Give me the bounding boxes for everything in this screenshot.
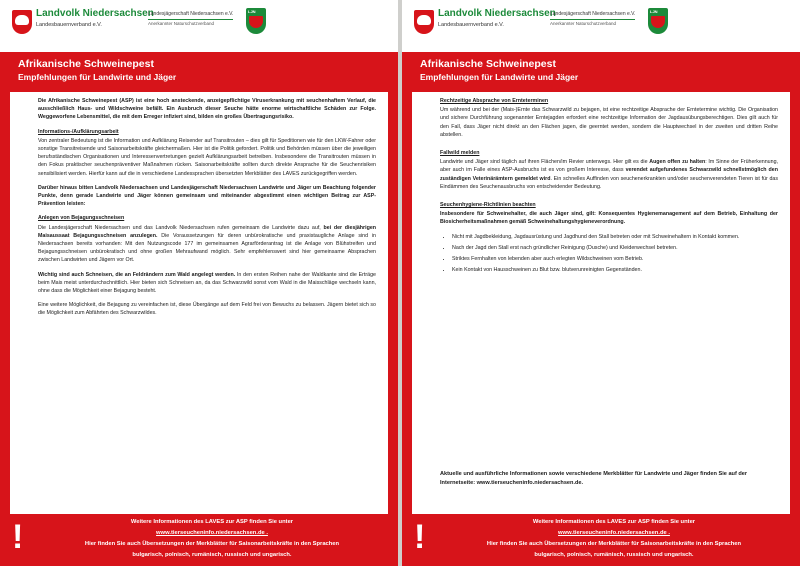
shield-icon xyxy=(651,16,665,28)
header xyxy=(0,0,398,52)
org2-subtitle: Anerkannter Naturschutzverband xyxy=(550,21,617,26)
info-footer xyxy=(0,514,398,566)
paragraph: Wichtig sind auch Schneisen, die an Feldrändern zum Wald angelegt werden. In den ersten Reihen nahe der Waldkante sind die Erträge beim Mais meist unterdurchschnittlich. Hier bieten sich Schneisen an, da das Schwarzwild sonst vom Wald in die Maisschläge wechseln kann, ohne dass die Möglichkeit einer Bejagung besteht. xyxy=(38,271,376,295)
doc-title: Afrikanische Schweinepest xyxy=(420,58,556,70)
footer-line: bulgarisch, polnisch, rumänisch, russisch und ungarisch. xyxy=(534,552,694,558)
intro-paragraph: Die Afrikanische Schweinepest (ASP) ist eine hoch ansteckende, anzeigepflichtige Viruserkrankung mit seuchenhaftem Verlauf, die ausschließlich Haus- und Wildschweine befällt. Ein Ausbruch dieser Seuche hätte enorme wirtschaftliche Schäden zur Folge. Weggeworfene Lebensmittel, die mit dem Erreger infiziert sind, bilden ein großes Übertragungsrisiko. xyxy=(38,98,376,121)
landvolk-logo xyxy=(12,10,32,34)
list-item: • Nicht mit Jagdbekleidung, Jagdausrüstung und Jagdhund den Stall betreten oder mit Schweinehaltern in Kontakt kommen. xyxy=(452,233,778,241)
section-text: Insbesondere für Schweinehalter, die auch Jäger sind, gilt: Konsequentes Hygienemanagement auf dem Betrieb, Einhaltung der Biosicherheitsmaßnahmen gemäß Schweinehaltungshygieneverordnung. xyxy=(440,211,778,226)
section-text: Die Landesjägerschaft Niedersachsen und das Landvolk Niedersachsen rufen gemeinsam die Landwirte dazu auf, bei der diesjährigen Maisaussaat Bejagungsschneisen anzulegen. Die Voraussetzungen für deren unbürokratische und praxistaugliche Anlage sind in Niedersachsen bereits vorhanden: Mit den Nutzungscode 177 im gemeinsamen Agrarförderantrag ist die Anlage von Blühstreifen und Bejagungsschneisen unbürokratisch und ohne großen Mehraufwand möglich. Sehr empfehlenswert sind hier gemeinsame Absprachen zwischen Landwirten und Jägern vor Ort. xyxy=(38,224,376,264)
section-text: Landwirte und Jäger sind täglich auf ihren Flächen/im Revier unterwegs. Hier gilt es die Augen offen zu halten: Im Sinne der Früherkennung, aber auch im Falle eines ASP-Ausbruchs ist es von großem Interesse, dass verendet aufgefundenes Schwarzwild schnellstmöglich den zuständigen Veterinärämtern gemeldet wird. Ein schnelles Auffinden von seuchenerkrankten und/oder seuchenverendeten Tieren ist für das Eindämmen des Seuchenausbruchs von entscheidender Bedeutung. xyxy=(440,159,779,190)
org1-name: Landvolk Niedersachsen xyxy=(36,8,154,19)
footer-line: Weitere Informationen des LAVES zur ASP finden Sie unter xyxy=(130,519,294,525)
list-item: • Nach der Jagd den Stall erst nach gründlicher Reinigung (Dusche) und Kleiderwechsel betreten. xyxy=(452,244,778,252)
shield-icon xyxy=(249,16,263,28)
footer-line: Weitere Informationen des LAVES zur ASP finden Sie unter xyxy=(532,519,696,525)
info-footer xyxy=(402,514,800,566)
footer-line: Hier finden Sie auch Übersetzungen der Merkblätter für Saisonarbeitskräfte in den Sprachen xyxy=(486,541,742,547)
title-band xyxy=(402,52,800,92)
footer-link[interactable]: www.tierseucheninfo.niedersachsen.de . xyxy=(156,530,268,536)
left-page xyxy=(0,0,398,566)
section-heading: Rechtzeitige Absprache von Ernteterminen xyxy=(440,98,549,104)
footer-link[interactable]: www.tierseucheninfo.niedersachsen.de . xyxy=(558,530,670,536)
header xyxy=(402,0,800,52)
list-item: • Kein Kontakt von Hausschweinen zu Blut bzw. blutverunreinigten Gegenständen. xyxy=(452,266,778,274)
section-text: Von zentraler Bedeutung ist die Information und Aufklärung Reisender auf Transitrouten – dies gilt für Speditionen wie für den LKW-Fahrer oder sonstige Transitreisende und Saisonarbeitskräfte gleichermaßen. Hier ist die Politik gefordert. Politik und Behörden müssen über die jeweiligen berufsständischen Organisationen und Interessenvertretungen gezielt Aufklärungsarbeit betreiben. Insbesondere die Transitrouten müssen in den Fokus praktischer seuchenpräventiver Maßnahmen rücken. Saisonarbeitskräfte sollten durch direkte Ansprache für die Seuchenrisiken sensibilisiert werden. Hierfür kann auf die in verschiedene Landessprachen übersetzten Merkblätter des LAVES zurückgegriffen werden. xyxy=(38,137,376,177)
section-heading: Anlegen von Bejagungsschneisen xyxy=(38,215,125,222)
org1-subtitle: Landesbauernverband e.V. xyxy=(438,22,504,28)
doc-subtitle: Empfehlungen für Landwirte und Jäger xyxy=(420,72,579,82)
exclamation-icon: ! xyxy=(12,518,24,556)
title-band xyxy=(0,52,398,92)
list-item: • Striktes Fernhalten von lebenden aber auch erlegten Wildschweinen vom Betrieb. xyxy=(452,255,778,263)
doc-title: Afrikanische Schweinepest xyxy=(18,58,154,70)
right-page xyxy=(402,0,800,566)
ljn-logo: LJN xyxy=(246,8,266,34)
org1-name: Landvolk Niedersachsen xyxy=(438,8,556,19)
org1-subtitle: Landesbauernverband e.V. xyxy=(36,22,102,28)
section-heading: Seuchenhygiene-Richtlinien beachten xyxy=(440,202,536,209)
horse-icon xyxy=(15,15,29,25)
ljn-logo: LJN xyxy=(648,8,668,34)
footer-line: bulgarisch, polnisch, rumänisch, russisch und ungarisch. xyxy=(132,552,292,558)
horse-icon xyxy=(417,15,431,25)
section-heading: Informations-/Aufklärungsarbeit xyxy=(38,128,119,135)
exclamation-icon: ! xyxy=(414,518,426,556)
hygiene-list xyxy=(446,233,778,275)
org2-name: Landesjägerschaft Niedersachsen e.V. xyxy=(550,11,635,20)
doc-subtitle: Empfehlungen für Landwirte und Jäger xyxy=(18,72,177,82)
org2-name: Landesjägerschaft Niedersachsen e.V. xyxy=(148,11,233,20)
appeal-paragraph: Darüber hinaus bitten Landvolk Niedersachsen und Landesjägerschaft Niedersachsen Landwirte und Jäger um Beachtung folgender Punkte, denn gerade Landwirte und Jäger können gemeinsam und miteinander abgestimmt einen wichtigen Beitrag zur ASP-Prävention leisten: xyxy=(38,184,376,208)
landvolk-logo xyxy=(414,10,434,34)
section-heading: Fallwild melden xyxy=(440,150,480,157)
closing-note: Aktuelle und ausführliche Informationen sowie verschiedene Merkblätter für Landwirte und Jäger finden Sie auf der Internetseite: www.tierseucheninfo.niedersachsen.de. xyxy=(440,471,748,486)
paragraph: Eine weitere Möglichkeit, die Bejagung zu vereinfachen ist, diese Übergänge auf dem Feld frei von Bewuchs zu belassen. Jägern bietet sich so die Möglichkeit zum Abfährten des Schwarzwildes. xyxy=(38,302,376,317)
org2-subtitle: Anerkannter Naturschutzverband xyxy=(148,21,215,26)
section-text: Um während und bei der (Mais-)Ernte das Schwarzwild zu bejagen, ist eine rechtzeitige Absprache der Erntetermine wichtig. Die Organisation und sichere Durchführung sogenannter Erntejagden erfordert eine rechtzeitige Information der Jagdausübungsberechtigen. Dies gilt auch für den Fall, dass Jäger nicht direkt an den Flächen jagen, die geerntet werden, sondern die Hauptwechsel in der zweiten und dritten Reihe abstellen. xyxy=(440,107,778,138)
footer-line: Hier finden Sie auch Übersetzungen der Merkblätter für Saisonarbeitskräfte in den Sprachen xyxy=(84,541,340,547)
right-body xyxy=(440,97,778,277)
left-body xyxy=(38,97,376,324)
